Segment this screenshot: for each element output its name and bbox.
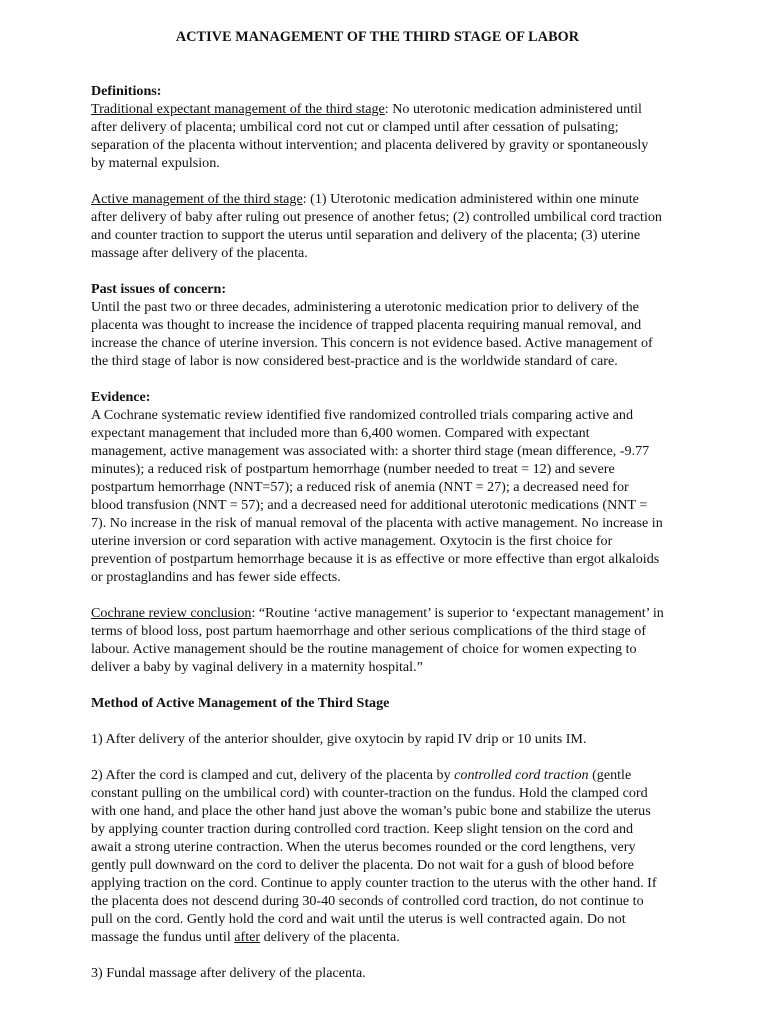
document-title: ACTIVE MANAGEMENT OF THE THIRD STAGE OF LABOR bbox=[175, 29, 580, 45]
active-text: : (1) Uterotonic medication administered within one minute after delivery of baby after ruling out presence of another fetus; (2) controlled umbilical cord traction and counter traction to support the uterus until separation and delivery of the placenta; (3) uterine massage after delivery of the placenta. bbox=[91, 191, 662, 261]
cochrane-conclusion bbox=[91, 604, 664, 676]
active-definition bbox=[91, 190, 664, 262]
method-step-2 bbox=[91, 766, 664, 946]
evidence-paragraph: A Cochrane systematic review identified five randomized controlled trials comparing active and expectant management that included more than 6,400 women. Compared with expectant management, active management was associated with: a shorter third stage (mean difference, -9.77 minutes); a reduced risk of postpartum hemorrhage (number needed to treat = 12) and severe postpartum hemorrhage (NNT=57); a reduced risk of anemia (NNT = 27); a decreased need for blood transfusion (NNT = 57); and a decreased need for additional uterotonic medications (NNT = 7). No increase in the risk of manual removal of the placenta with active management. No increase in uterine inversion or cord separation with active management. Oxytocin is the first choice for prevention of postpartum hemorrhage because it is as effective or more effective than ergot alkaloids or prostaglandins and has fewer side effects. bbox=[91, 407, 663, 585]
method-heading: Method of Active Management of the Third Stage bbox=[91, 695, 390, 711]
conclusion-text: : “Routine ‘active management’ is superior to ‘expectant management’ in terms of blood loss, post partum haemorrhage and other serious complications of the third stage of labour. Active management should be the routine management of choice for women expecting to deliver a baby by vaginal delivery in a maternity hospital.” bbox=[91, 605, 664, 675]
traditional-term: Traditional expectant management of the third stage bbox=[91, 101, 385, 117]
step2-text-b: (gentle constant pulling on the umbilical cord) with counter-traction on the fundus. Hold the clamped cord with one hand, and place the other hand just above the woman’s pubic bone and stabilize the uterus by applying counter traction during controlled cord traction. Keep slight tension on the cord and await a strong uterine contraction. When the uterus becomes rounded or the cord lengthens, very gently pull downward on the cord to deliver the placenta. Do not wait for a gush of blood before applying traction on the cord. Continue to apply counter traction to the uterus with the other hand. If the placenta does not descend during 30-40 seconds of controlled cord traction, do not continue to pull on the cord. Gently hold the cord and wait until the uterus is well contracted again. Do not massage the fundus until bbox=[91, 767, 657, 945]
method-step-3: 3) Fundal massage after delivery of the placenta. bbox=[91, 965, 366, 981]
step2-italic-term: controlled cord traction bbox=[454, 767, 589, 783]
definitions-heading: Definitions: bbox=[91, 83, 162, 99]
past-issues-paragraph: Until the past two or three decades, administering a uterotonic medication prior to delivery of the placenta was thought to increase the incidence of trapped placenta requiring manual removal, and increase the chance of uterine inversion. This concern is not evidence based. Active management of the third stage of labor is now considered best-practice and is the worldwide standard of care. bbox=[91, 299, 653, 369]
traditional-definition bbox=[91, 100, 664, 172]
traditional-text: : No uterotonic medication administered until after delivery of placenta; umbilical cord not cut or clamped until after cessation of pulsating; separation of the placenta without intervention; and placenta delivered by gravity or spontaneously by maternal expulsion. bbox=[91, 101, 649, 171]
past-issues-heading: Past issues of concern: bbox=[91, 281, 227, 297]
method-step-1: 1) After delivery of the anterior shoulder, give oxytocin by rapid IV drip or 10 units IM. bbox=[91, 731, 587, 747]
active-term: Active management of the third stage bbox=[91, 191, 303, 207]
step2-text-a: 2) After the cord is clamped and cut, delivery of the placenta by bbox=[91, 767, 455, 783]
conclusion-term: Cochrane review conclusion bbox=[91, 605, 252, 621]
evidence-heading: Evidence: bbox=[91, 389, 151, 405]
step2-text-c: delivery of the placenta. bbox=[260, 929, 400, 945]
step2-underlined-word: after bbox=[234, 929, 261, 945]
